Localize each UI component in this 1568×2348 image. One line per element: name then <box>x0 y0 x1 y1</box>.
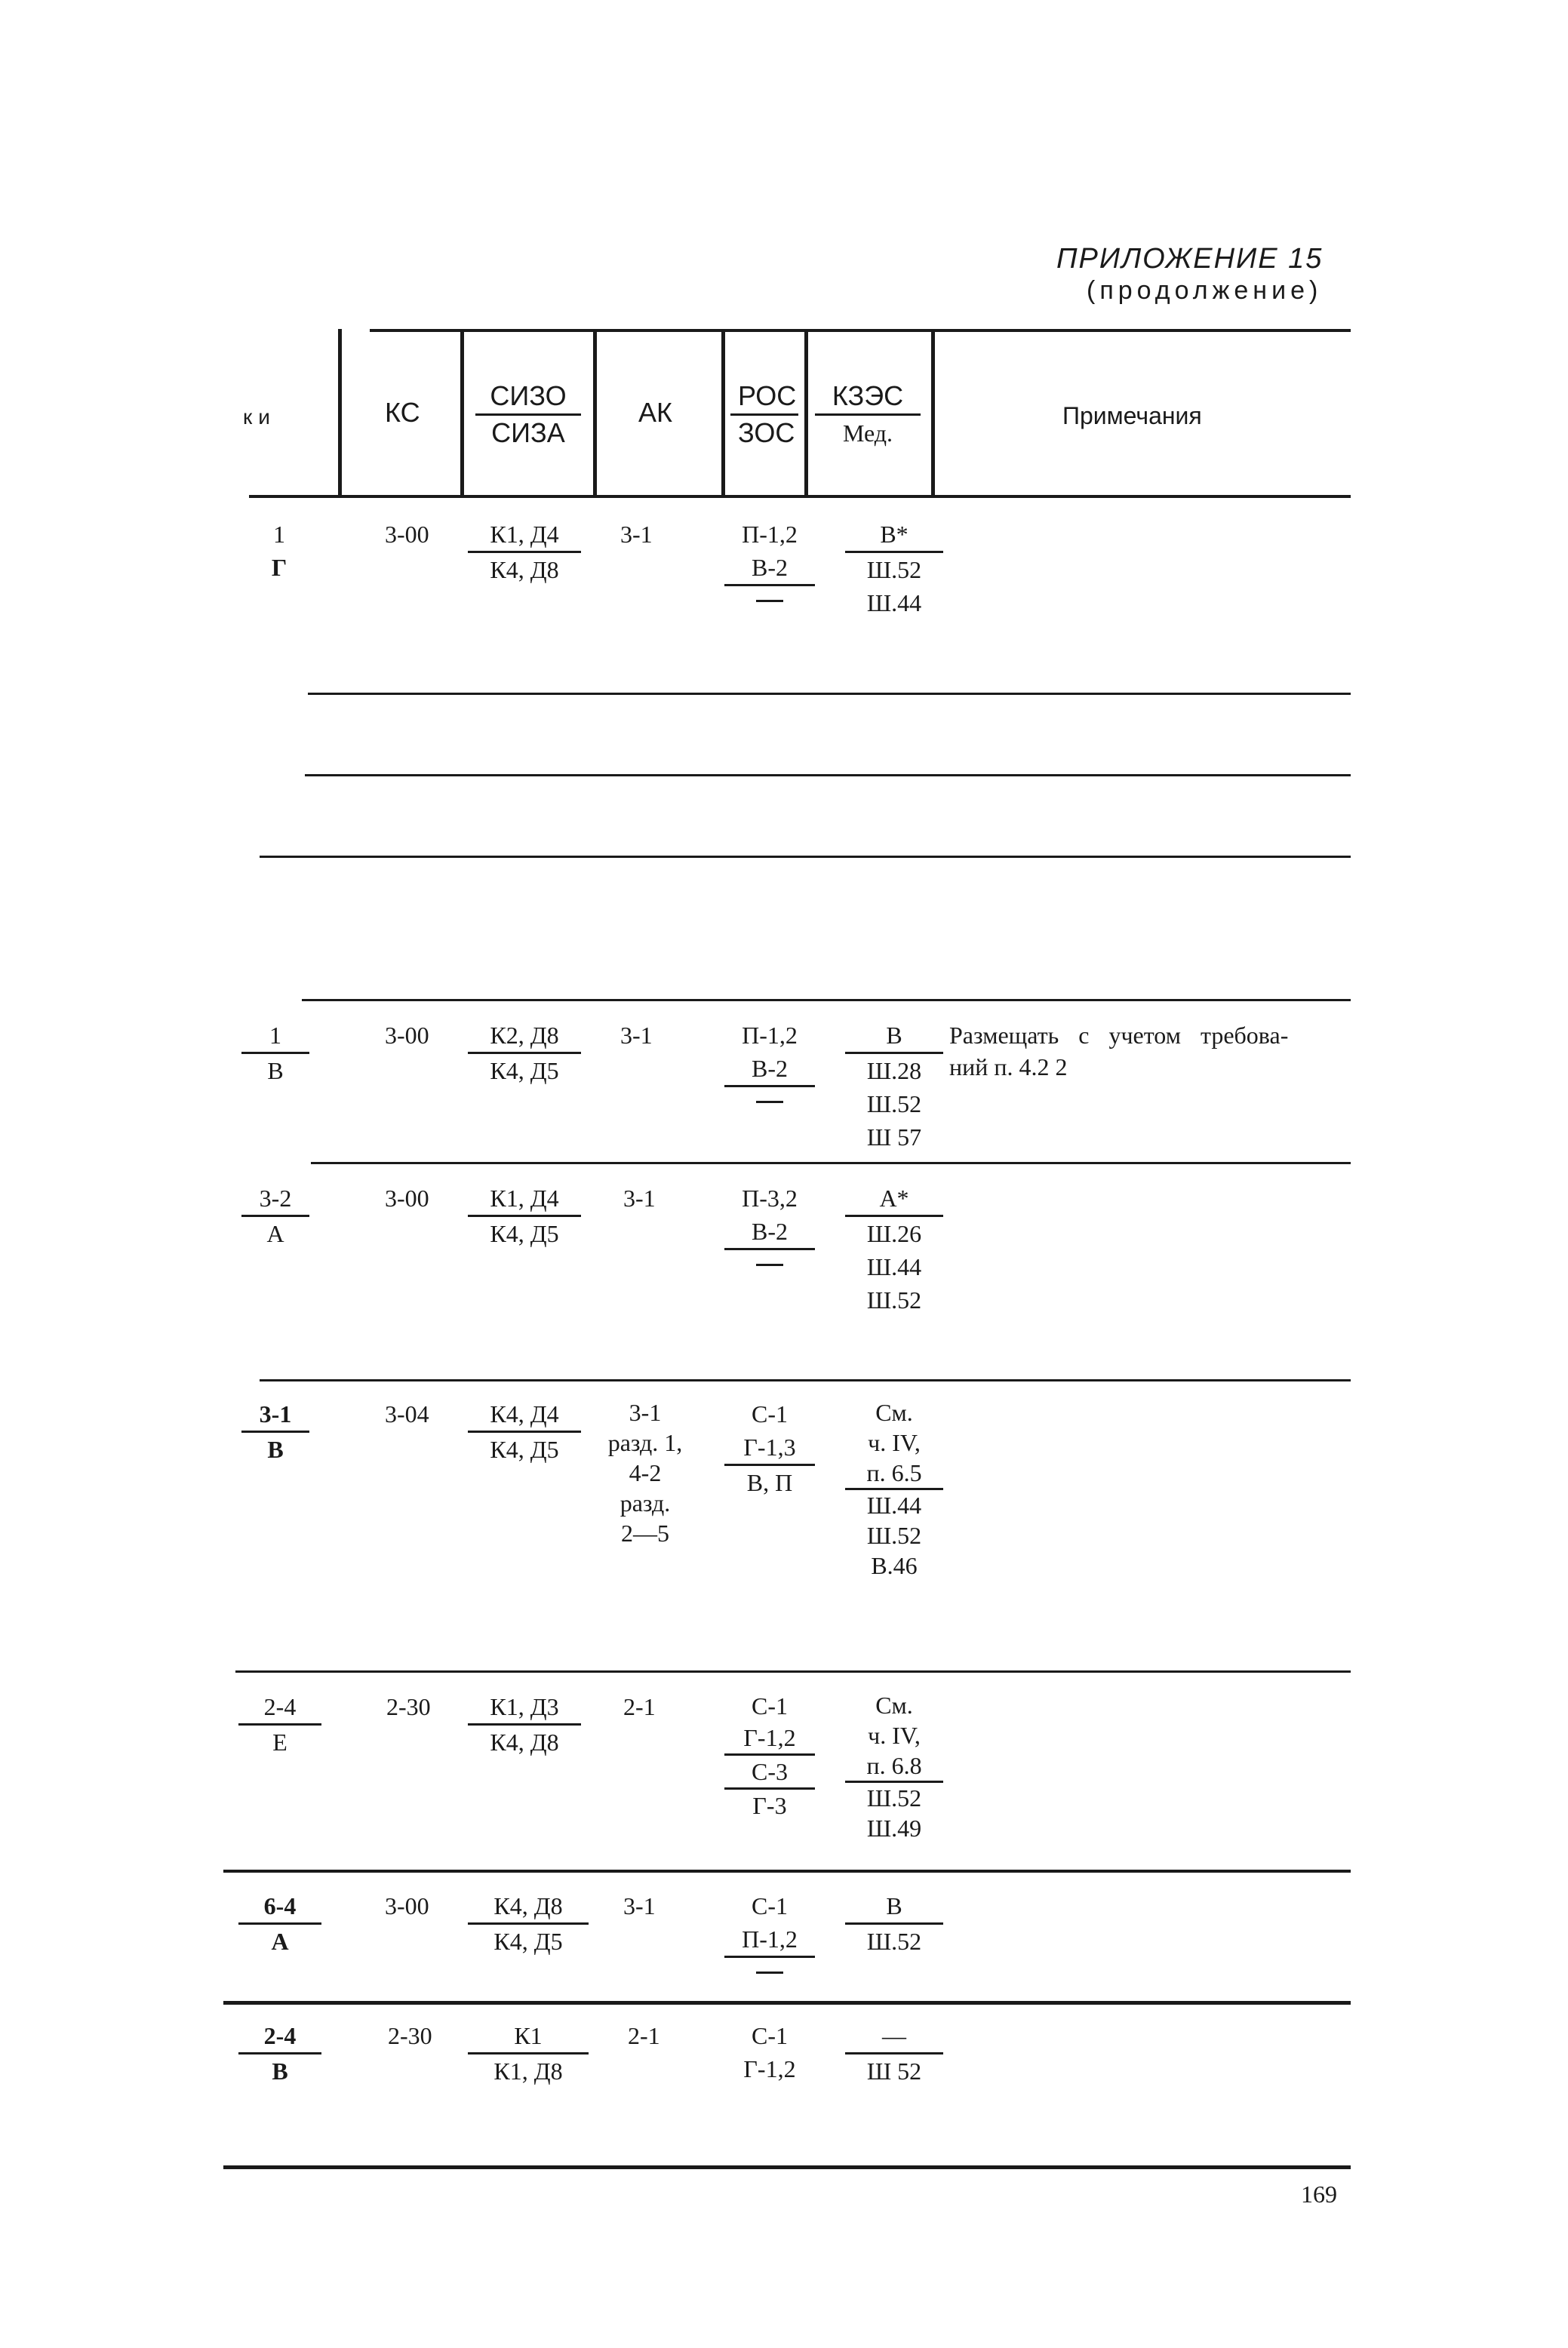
row-2-code: 3-2 А <box>241 1182 309 1250</box>
row-3-code: 3-1 В <box>241 1397 309 1466</box>
row-6-ros: С-1 Г-1,2 <box>743 2022 796 2082</box>
row-5-sizo: К4, Д8 К4, Д5 <box>468 1889 589 1958</box>
header-sizo: СИЗО <box>475 379 581 416</box>
row-4-ros: С-1 Г-1,2 С-3 Г-3 <box>724 1690 815 1821</box>
row-separator-h <box>223 1870 1351 1873</box>
row-1-ak: 3-1 <box>620 1022 653 1049</box>
row-1-sizo: К2, Д8 К4, Д5 <box>468 1019 581 1087</box>
row-0-sizo: К1, Д4 К4, Д8 <box>468 518 581 586</box>
row-0-ak: 3-1 <box>620 521 653 548</box>
header-col-sizo <box>475 379 581 450</box>
row-5-ros-dash <box>724 1958 815 1988</box>
header-ros: РОС <box>730 379 798 416</box>
row-1-kzes: В Ш.28 Ш.52 Ш 57 <box>845 1019 943 1154</box>
row-4-code: 2-4 Е <box>238 1690 321 1759</box>
row-5-ks: 3-00 <box>385 1892 429 1919</box>
row-5-ros: С-1 П-1,2 <box>724 1889 815 1988</box>
appendix-title: ПРИЛОЖЕНИЕ 15 <box>1056 243 1324 275</box>
row-2-sizo: К1, Д4 К4, Д5 <box>468 1182 581 1250</box>
row-4-kzes: См. ч. IV, п. 6.8 Ш.52 Ш.49 <box>845 1690 943 1843</box>
row-5-ak: 3-1 <box>623 1892 656 1919</box>
row-separator-b <box>305 774 1351 776</box>
row-separator-a <box>308 693 1351 695</box>
header-divider-0 <box>338 329 342 495</box>
row-2-ak: 3-1 <box>623 1185 656 1212</box>
row-3-sizo: К4, Д4 К4, Д5 <box>468 1397 581 1466</box>
header-siza: СИЗА <box>491 417 565 448</box>
row-3-ak: 3-1 разд. 1, 4-2 разд. 2—5 <box>607 1399 683 1547</box>
header-col-ks: КС <box>385 397 420 428</box>
header-top-rule <box>370 329 1351 332</box>
appendix-subtitle: (продолжение) <box>1087 276 1323 305</box>
row-2-kzes: А* Ш.26 Ш.44 Ш.52 <box>845 1182 943 1317</box>
row-separator-i <box>223 2001 1351 2005</box>
row-3-ros: С-1 Г-1,3 В, П <box>724 1397 815 1499</box>
row-2-ks: 3-00 <box>385 1185 429 1212</box>
page-number: 169 <box>1301 2181 1337 2208</box>
row-separator-d <box>302 999 1351 1001</box>
header-divider-1 <box>460 332 464 495</box>
row-2-ros-dash <box>724 1250 815 1280</box>
header-col-code: ки <box>243 405 276 429</box>
header-divider-4 <box>804 332 808 495</box>
row-separator-g <box>235 1670 1351 1673</box>
header-med: Мед. <box>842 420 893 447</box>
row-separator-f <box>260 1379 1351 1381</box>
row-2-ros: П-3,2 В-2 <box>724 1182 815 1280</box>
row-6-ak: 2-1 <box>628 2022 660 2049</box>
header-bottom-rule <box>249 495 1351 498</box>
row-0-code: 1 Г <box>271 521 287 581</box>
row-1-ros: П-1,2 В-2 <box>724 1019 815 1117</box>
row-5-kzes: В Ш.52 <box>845 1889 943 1958</box>
row-0-ks: 3-00 <box>385 521 429 548</box>
header-divider-2 <box>593 332 597 495</box>
row-6-kzes: — Ш 52 <box>845 2019 943 2088</box>
row-3-ks: 3-04 <box>385 1400 429 1428</box>
row-5-code: 6-4 А <box>238 1889 321 1958</box>
row-1-code: 1 В <box>241 1019 309 1087</box>
row-1-ks: 3-00 <box>385 1022 429 1049</box>
header-col-notes: Примечания <box>1062 402 1202 429</box>
header-kzes: КЗЭС <box>815 379 921 416</box>
row-6-sizo: К1 К1, Д8 <box>468 2019 589 2088</box>
header-divider-3 <box>721 332 725 495</box>
row-3-kzes: См. ч. IV, п. 6.5 Ш.44 Ш.52 В.46 <box>845 1397 943 1581</box>
header-divider-5 <box>931 332 935 495</box>
row-4-ks: 2-30 <box>386 1693 431 1720</box>
row-separator-c <box>260 856 1351 858</box>
row-4-sizo: К1, Д3 К4, Д8 <box>468 1690 581 1759</box>
header-col-kzes <box>815 379 921 450</box>
row-0-ros: П-1,2 В-2 <box>724 518 815 616</box>
row-separator-e <box>311 1162 1351 1164</box>
table-bottom-rule <box>223 2165 1351 2169</box>
row-4-ak: 2-1 <box>623 1693 656 1720</box>
header-col-ros <box>730 379 798 450</box>
header-zos: ЗОС <box>738 417 795 448</box>
row-0-kzes: В* Ш.52 Ш.44 <box>845 518 943 619</box>
row-0-ros-dash <box>724 586 815 616</box>
row-6-code: 2-4 В <box>238 2019 321 2088</box>
row-1-ros-dash <box>724 1087 815 1117</box>
row-1-note-line-1: Размещать с учетом требова- <box>949 1022 1289 1049</box>
row-1-note-line-2: ний п. 4.2 2 <box>949 1053 1068 1080</box>
header-col-ak: АК <box>638 397 672 428</box>
row-6-ks: 2-30 <box>388 2022 432 2049</box>
